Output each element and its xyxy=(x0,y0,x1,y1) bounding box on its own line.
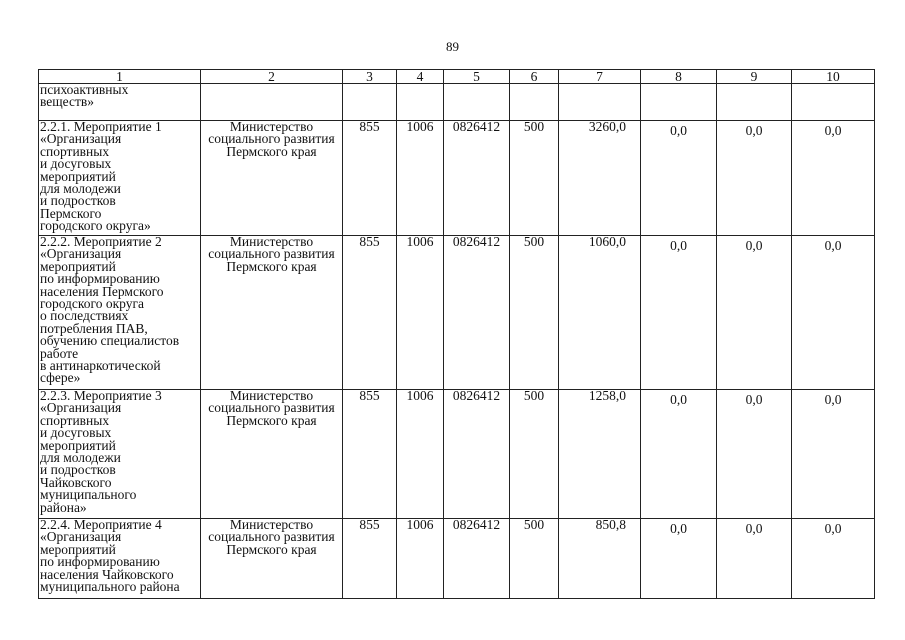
amount-value: 0,0 xyxy=(745,521,763,536)
amount-value: 0,0 xyxy=(745,123,763,138)
code-cell: 500 xyxy=(510,390,559,519)
amount-cell xyxy=(641,84,717,121)
amount-cell xyxy=(792,519,875,599)
code-cell: 0826412 xyxy=(444,236,510,390)
executor-cell: Министерство социального развития Пермского края xyxy=(201,121,343,236)
table-row xyxy=(39,236,875,390)
amount-cell xyxy=(717,519,792,599)
header-row xyxy=(39,70,875,84)
header-cell: 8 xyxy=(641,70,717,84)
amount-value: 0,0 xyxy=(824,521,842,536)
page-number: 89 xyxy=(446,39,459,54)
amount-value: 0,0 xyxy=(670,238,687,253)
amount-cell xyxy=(792,390,875,519)
activity-name-cell: 2.2.2. Мероприятие 2 «Организация мероприятий по информированию населения Пермского городского округа о последствиях потребления ПАВ, обучению специалистов работе в антинаркотической сфере» xyxy=(39,236,201,390)
activity-name-cell: 2.2.3. Мероприятие 3 «Организация спортивных и досуговых мероприятий для молодежи и подростков Чайковского муниципального района» xyxy=(39,390,201,519)
executor-cell: Министерство социального развития Пермского края xyxy=(201,519,343,599)
amount-cell xyxy=(641,121,717,236)
activity-name-cell: 2.2.1. Мероприятие 1 «Организация спортивных и досуговых мероприятий для молодежи и подростков Пермского городского округа» xyxy=(39,121,201,236)
amount-value: 0,0 xyxy=(670,392,687,407)
executor-cell: Министерство социального развития Пермского края xyxy=(201,236,343,390)
table-row xyxy=(39,84,875,121)
table-row xyxy=(39,121,875,236)
code-cell xyxy=(397,84,444,121)
amount-cell xyxy=(717,236,792,390)
amount-cell xyxy=(641,390,717,519)
executor-cell: Министерство социального развития Пермского края xyxy=(201,390,343,519)
code-cell: 500 xyxy=(510,236,559,390)
code-cell: 1006 xyxy=(397,121,444,236)
code-cell xyxy=(444,84,510,121)
code-cell: 500 xyxy=(510,519,559,599)
amount-cell: 3260,0 xyxy=(559,121,641,236)
code-cell: 1006 xyxy=(397,390,444,519)
executor-cell xyxy=(201,84,343,121)
amount-cell xyxy=(792,121,875,236)
amount-value: 0,0 xyxy=(745,392,763,407)
amount-cell xyxy=(792,236,875,390)
amount-value: 0,0 xyxy=(824,123,842,138)
budget-table xyxy=(38,69,875,599)
table-row xyxy=(39,519,875,599)
amount-cell xyxy=(717,84,792,121)
header-cell: 4 xyxy=(397,70,444,84)
code-cell: 0826412 xyxy=(444,519,510,599)
code-cell: 1006 xyxy=(397,519,444,599)
amount-cell xyxy=(717,121,792,236)
code-cell xyxy=(510,84,559,121)
header-cell: 3 xyxy=(343,70,397,84)
code-cell: 855 xyxy=(343,390,397,519)
header-cell: 9 xyxy=(717,70,792,84)
header-cell: 7 xyxy=(559,70,641,84)
code-cell: 500 xyxy=(510,121,559,236)
amount-value: 0,0 xyxy=(670,123,687,138)
amount-cell xyxy=(792,84,875,121)
amount-cell: 850,8 xyxy=(559,519,641,599)
header-cell: 1 xyxy=(39,70,201,84)
amount-cell: 1258,0 xyxy=(559,390,641,519)
amount-cell xyxy=(641,519,717,599)
code-cell: 855 xyxy=(343,236,397,390)
table-row xyxy=(39,390,875,519)
code-cell: 0826412 xyxy=(444,390,510,519)
amount-cell xyxy=(717,390,792,519)
header-cell: 2 xyxy=(201,70,343,84)
amount-value: 0,0 xyxy=(824,238,842,253)
code-cell: 1006 xyxy=(397,236,444,390)
code-cell xyxy=(343,84,397,121)
amount-value: 0,0 xyxy=(670,521,687,536)
activity-name-cell: 2.2.4. Мероприятие 4 «Организация мероприятий по информированию населения Чайковского муниципального района xyxy=(39,519,201,599)
code-cell: 0826412 xyxy=(444,121,510,236)
amount-cell xyxy=(559,84,641,121)
amount-cell xyxy=(641,236,717,390)
header-cell: 5 xyxy=(444,70,510,84)
header-cell: 10 xyxy=(792,70,875,84)
activity-name-cell: психоактивных веществ» xyxy=(39,84,201,121)
amount-cell: 1060,0 xyxy=(559,236,641,390)
header-cell: 6 xyxy=(510,70,559,84)
code-cell: 855 xyxy=(343,519,397,599)
amount-value: 0,0 xyxy=(824,392,842,407)
amount-value: 0,0 xyxy=(745,238,763,253)
code-cell: 855 xyxy=(343,121,397,236)
